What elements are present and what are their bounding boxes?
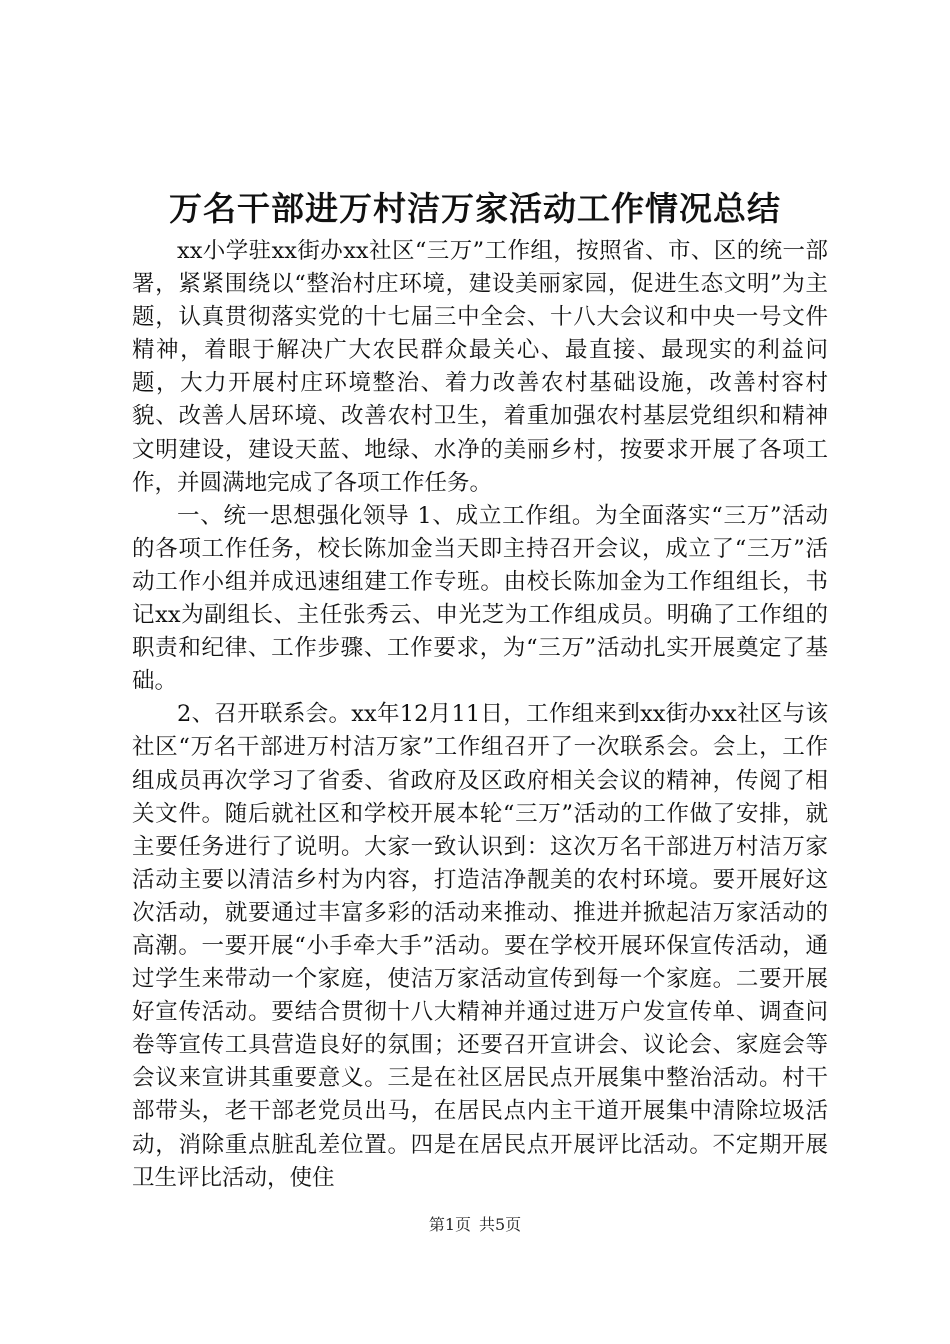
document-body: [132, 235, 828, 1195]
paragraph-section-1: 一、统一思想强化领导 1、成立工作组。为全面落实“三万”活动的各项工作任务，校长陈加金当天即主持召开会议，成立了“三万”活动工作小组并成迅速组建工作专班。由校长陈加金为工作组组长，书记xx为副组长、主任张秀云、申光芝为工作组成员。明确了工作组的职责和纪律、工作步骤、工作要求，为“三万”活动扎实开展奠定了基础。: [132, 502, 828, 695]
page-footer: [0, 1213, 950, 1237]
document-title: 万名干部进万村洁万家活动工作情况总结: [169, 189, 781, 228]
paragraph-intro: xx小学驻xx街办xx社区“三万”工作组，按照省、市、区的统一部署，紧紧围绕以“整治村庄环境，建设美丽家园，促进生态文明”为主题，认真贯彻落实党的十七届三中全会、十八大会议和中央一号文件精神，着眼于解决广大农民群众最关心、最直接、最现实的利益问题，大力开展村庄环境整治、着力改善农村基础设施，改善村容村貌、改善人居环境、改善农村卫生，着重加强农村基层党组织和精神文明建设，建设天蓝、地绿、水净的美丽乡村，按要求开展了各项工作，并圆满地完成了各项工作任务。: [132, 238, 828, 496]
page-total: 共5页: [479, 1215, 522, 1234]
paragraph-section-2: 2、召开联系会。xx年12月11日，工作组来到xx街办xx社区与该社区“万名干部进万村洁万家”工作组召开了一次联系会。会上，工作组成员再次学习了省委、省政府及区政府相关会议的精神，传阅了相关文件。随后就社区和学校开展本轮“三万”活动的工作做了安排，就主要任务进行了说明。大家一致认识到：这次万名干部进万村洁万家活动主要以清洁乡村为内容，打造洁净靓美的农村环境。要开展好这次活动，就要通过丰富多彩的活动来推动、推进并掀起洁万家活动的高潮。一要开展“小手牵大手”活动。要在学校开展环保宣传活动，通过学生来带动一个家庭，使洁万家活动宣传到每一个家庭。二要开展好宣传活动。要结合贯彻十八大精神并通过进万户发宣传单、调查问卷等宣传工具营造良好的氛围；还要召开宣讲会、议论会、家庭会等会议来宣讲其重要意义。三是在社区居民点开展集中整治活动。村干部带头，老干部老党员出马，在居民点内主干道开展集中清除垃圾活动，消除重点脏乱差位置。四是在居民点开展评比活动。不定期开展卫生评比活动，使住: [132, 701, 828, 1191]
page-number: 第1页: [428, 1215, 471, 1234]
